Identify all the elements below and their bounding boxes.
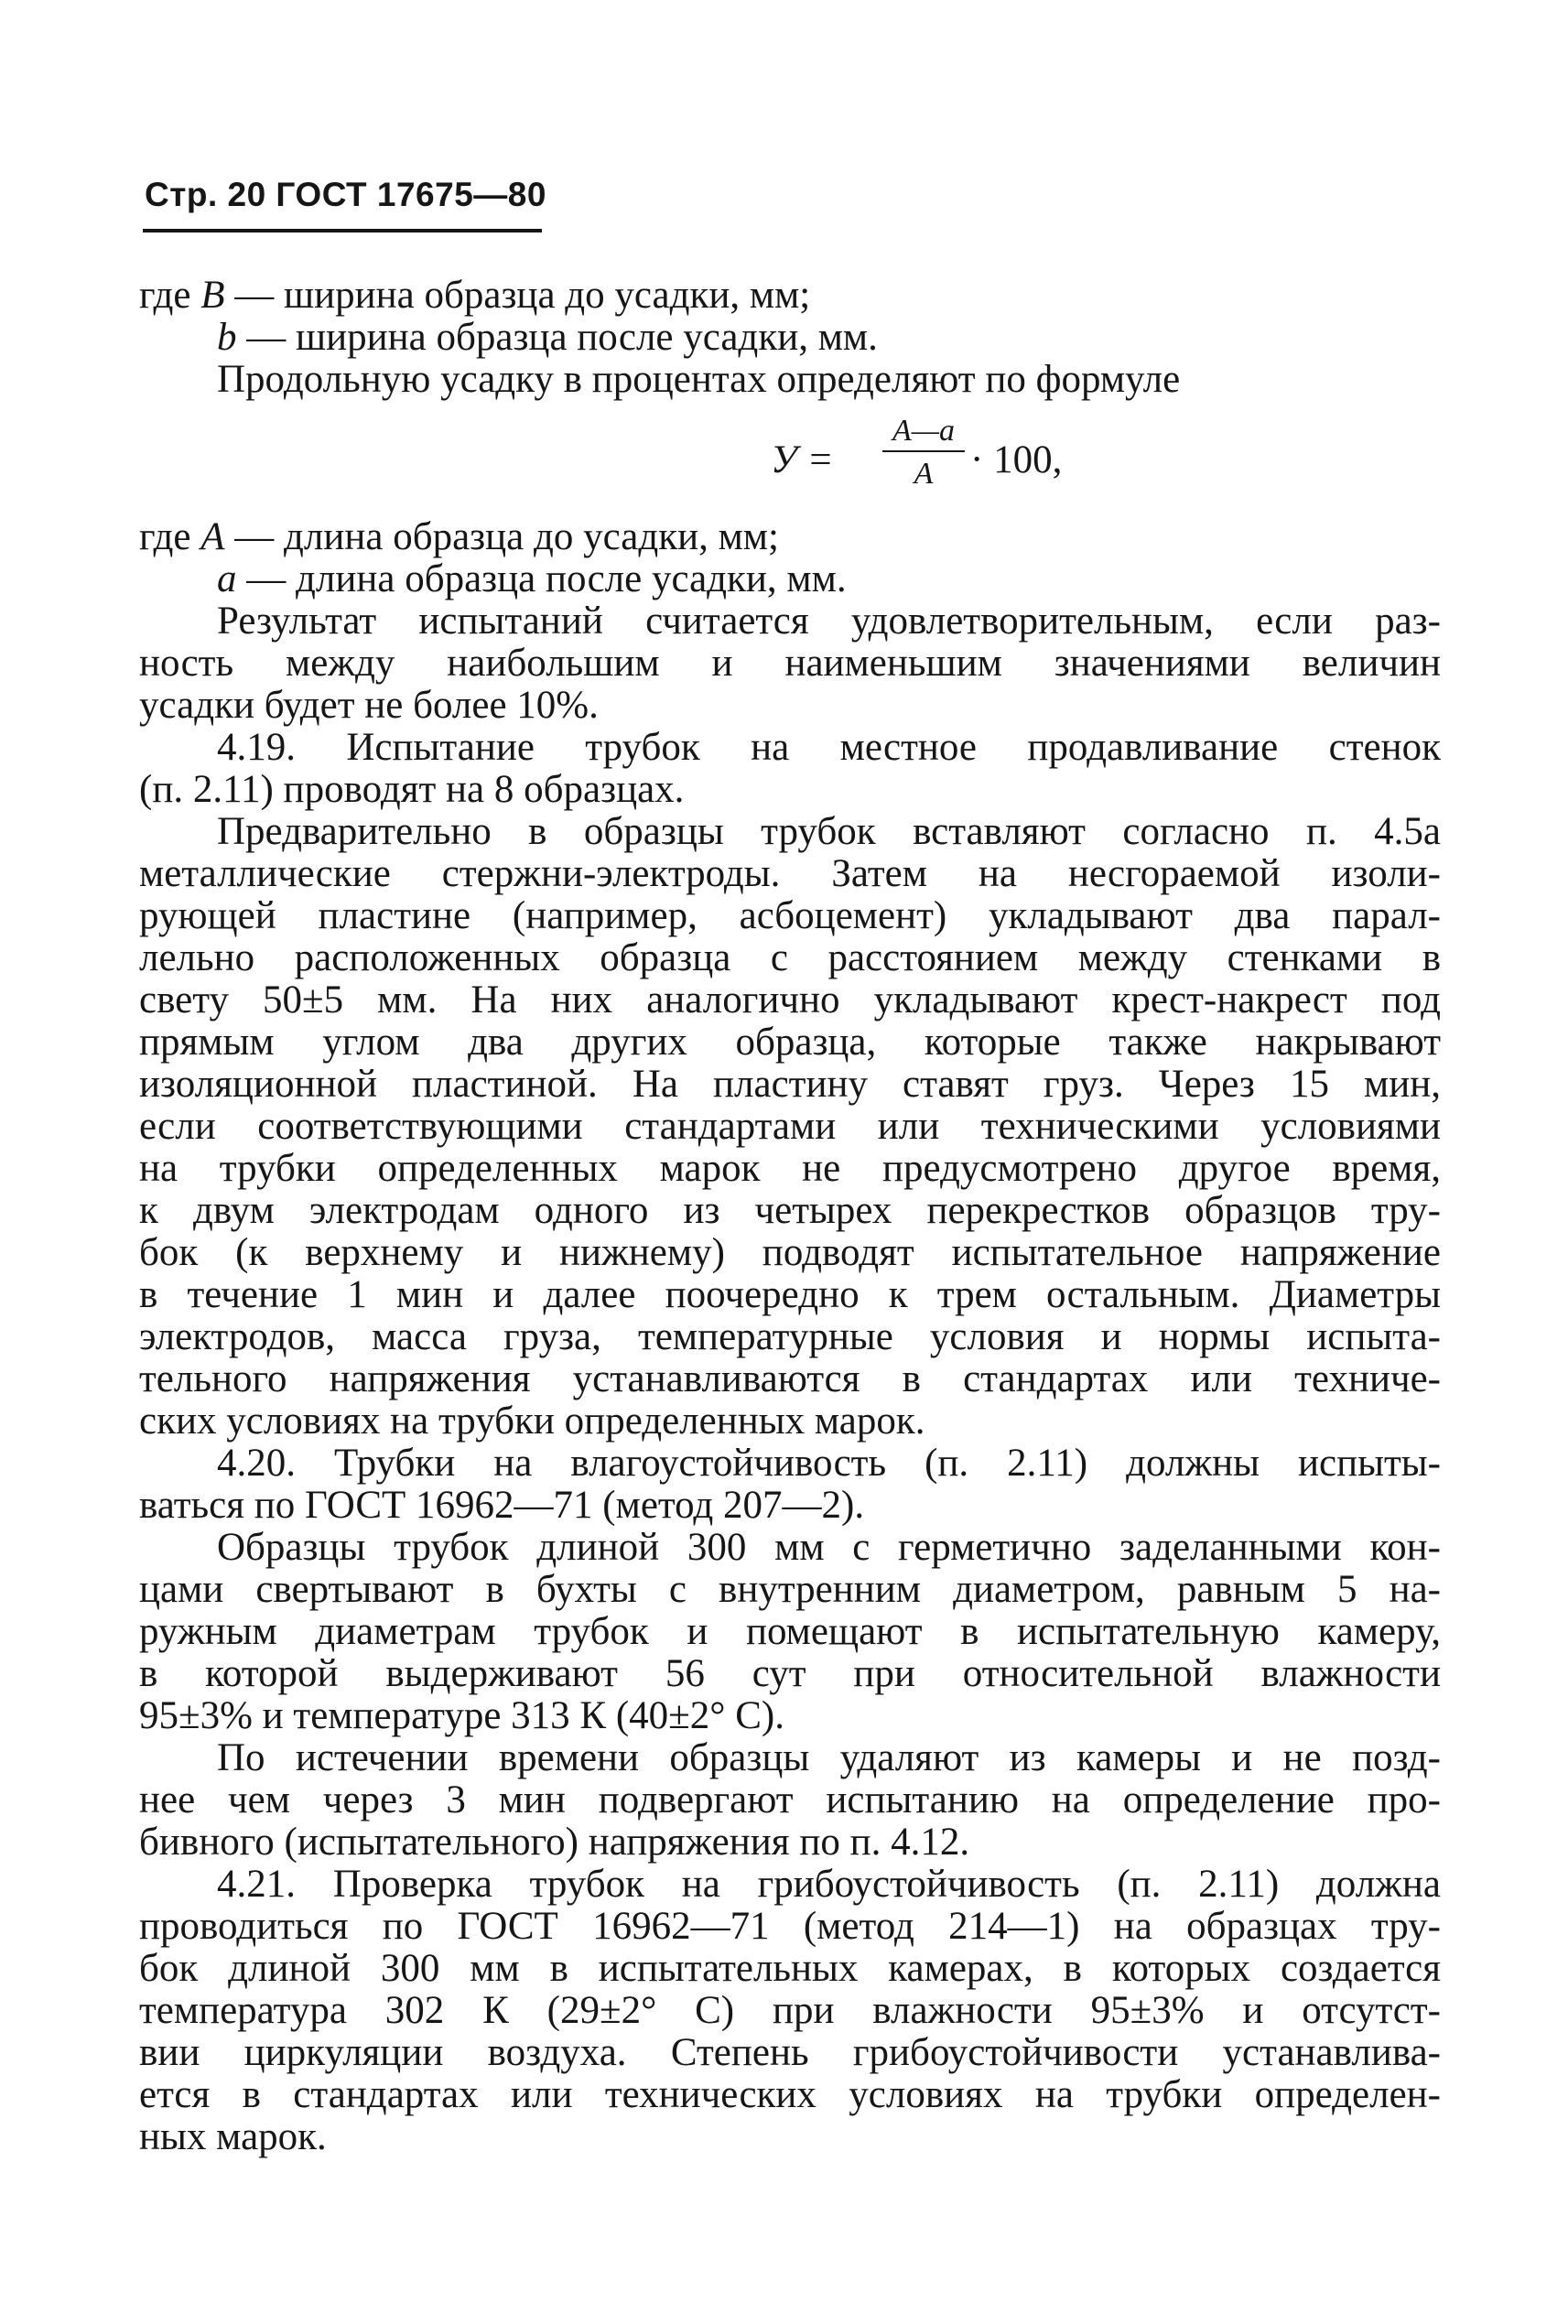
header-rule	[143, 229, 542, 232]
paragraph-line: бок (к верхнему и нижнему) подводят испытательное напряжение	[139, 1232, 1441, 1274]
paragraph-line: вии циркуляции воздуха. Степень грибоустойчивости устанавлива-	[139, 2032, 1441, 2074]
paragraph-line: ность между наибольшим и наименьшим значениями величин	[139, 643, 1441, 685]
paragraph-line: температура 302 К (29±2° С) при влажности 95±3% и отсутст-	[139, 1990, 1441, 2032]
paragraph-line: ных марок.	[139, 2115, 327, 2158]
definitions-length	[139, 516, 1441, 600]
paragraph-line: нее чем через 3 мин подвергают испытанию на определение про-	[139, 1779, 1441, 1821]
formula-fraction	[882, 414, 965, 492]
paragraph-line: в течение 1 мин и далее поочередно к трем остальным. Диаметры	[139, 1274, 1441, 1316]
paragraph-line: прямым углом два других образца, которые также накрывают	[139, 1021, 1441, 1064]
body-text	[139, 275, 1441, 2158]
paragraph	[139, 1737, 1441, 1864]
paragraph-line: (п. 2.11) проводят на 8 образцах.	[139, 768, 685, 811]
shrinkage-formula	[139, 405, 1441, 514]
paragraph-line: рующей пластине (например, асбоцемент) укладывают два парал-	[139, 895, 1441, 937]
paragraph-line: Результат испытаний считается удовлетворительным, если раз-	[217, 600, 1441, 643]
paragraph-line: Образцы трубок длиной 300 мм с герметично заделанными кон-	[217, 1527, 1441, 1569]
paragraph-line: металлические стержни-электроды. Затем на несгораемой изоли-	[139, 853, 1441, 895]
paragraph	[139, 811, 1441, 1443]
paragraph	[139, 1864, 1441, 2158]
paragraph-line: в которой выдерживают 56 сут при относительной влажности	[139, 1653, 1441, 1695]
paragraph-line: ружным диаметрам трубок и помещают в испытательную камеру,	[139, 1611, 1441, 1653]
paragraph	[139, 600, 1441, 727]
formula-numerator: А—а	[892, 414, 955, 448]
paragraph-longitudinal-shrinkage: Продольную усадку в процентах определяют по формуле	[217, 358, 1181, 401]
paragraph-line: на трубки определенных марок не предусмотрено другое время,	[139, 1148, 1441, 1190]
paragraph-line: к двум электродам одного из четырех перекрестков образцов тру-	[139, 1190, 1441, 1232]
paragraph-line: проводиться по ГОСТ 16962—71 (метод 214—1) на образцах тру-	[139, 1906, 1441, 1948]
paragraph-line: 4.20. Трубки на влагоустойчивость (п. 2.11) должны испыты-	[217, 1443, 1441, 1485]
definition-line: где А — длина образца до усадки, мм;	[139, 515, 779, 558]
paragraph	[139, 1527, 1441, 1737]
paragraph-line: цами свертывают в бухты с внутренним диаметром, равным 5 на-	[139, 1569, 1441, 1611]
paragraph-line: 95±3% и температуре 313 К (40±2° С).	[139, 1694, 784, 1737]
paragraph-line: Предварительно в образцы трубок вставляют согласно п. 4.5а	[217, 811, 1441, 853]
paragraph-line: ется в стандартах или технических условиях на трубки определен-	[139, 2074, 1441, 2116]
paragraph	[139, 727, 1441, 811]
paragraph-line: 4.19. Испытание трубок на местное продавливание стенок	[217, 727, 1441, 769]
paragraph-line: электродов, масса груза, температурные условия и нормы испыта-	[139, 1316, 1441, 1358]
paragraph-line: ских условиях на трубки определенных марок.	[139, 1400, 925, 1443]
definition-line: где В — ширина образца до усадки, мм;	[139, 274, 811, 317]
page-header: Стр. 20 ГОСТ 17675—80	[145, 176, 546, 213]
paragraph-line: изоляционной пластиной. На пластину ставят груз. Через 15 мин,	[139, 1064, 1441, 1106]
paragraph-line: По истечении времени образцы удаляют из камеры и не позд-	[217, 1737, 1441, 1779]
formula-lhs: У =	[771, 438, 834, 481]
formula-rhs: · 100,	[970, 438, 1063, 481]
definition-line: b — ширина образца после усадки, мм.	[217, 316, 878, 359]
paragraph-line: свету 50±5 мм. На них аналогично укладывают крест-накрест под	[139, 979, 1441, 1021]
definitions-width	[139, 275, 1441, 359]
paragraph-line: тельного напряжения устанавливаются в стандартах или техниче-	[139, 1358, 1441, 1400]
paragraph-line: бок длиной 300 мм в испытательных камерах, в которых создается	[139, 1948, 1441, 1990]
paragraph-line: если соответствующими стандартами или техническими условиями	[139, 1106, 1441, 1148]
fraction-bar	[882, 450, 965, 452]
formula-denominator: А	[914, 457, 934, 491]
definition-line: а — длина образца после усадки, мм.	[217, 557, 847, 600]
paragraph-line: усадки будет не более 10%.	[139, 684, 599, 727]
paragraph	[139, 1443, 1441, 1527]
paragraph-line: лельно расположенных образца с расстоянием между стенками в	[139, 937, 1441, 979]
paragraph-line: ваться по ГОСТ 16962—71 (метод 207—2).	[139, 1484, 865, 1527]
paragraph-line: 4.21. Проверка трубок на грибоустойчивость (п. 2.11) должна	[217, 1864, 1441, 1906]
paragraph-line: бивного (испытательного) напряжения по п. 4.12.	[139, 1821, 970, 1864]
paragraphs	[139, 600, 1441, 2158]
